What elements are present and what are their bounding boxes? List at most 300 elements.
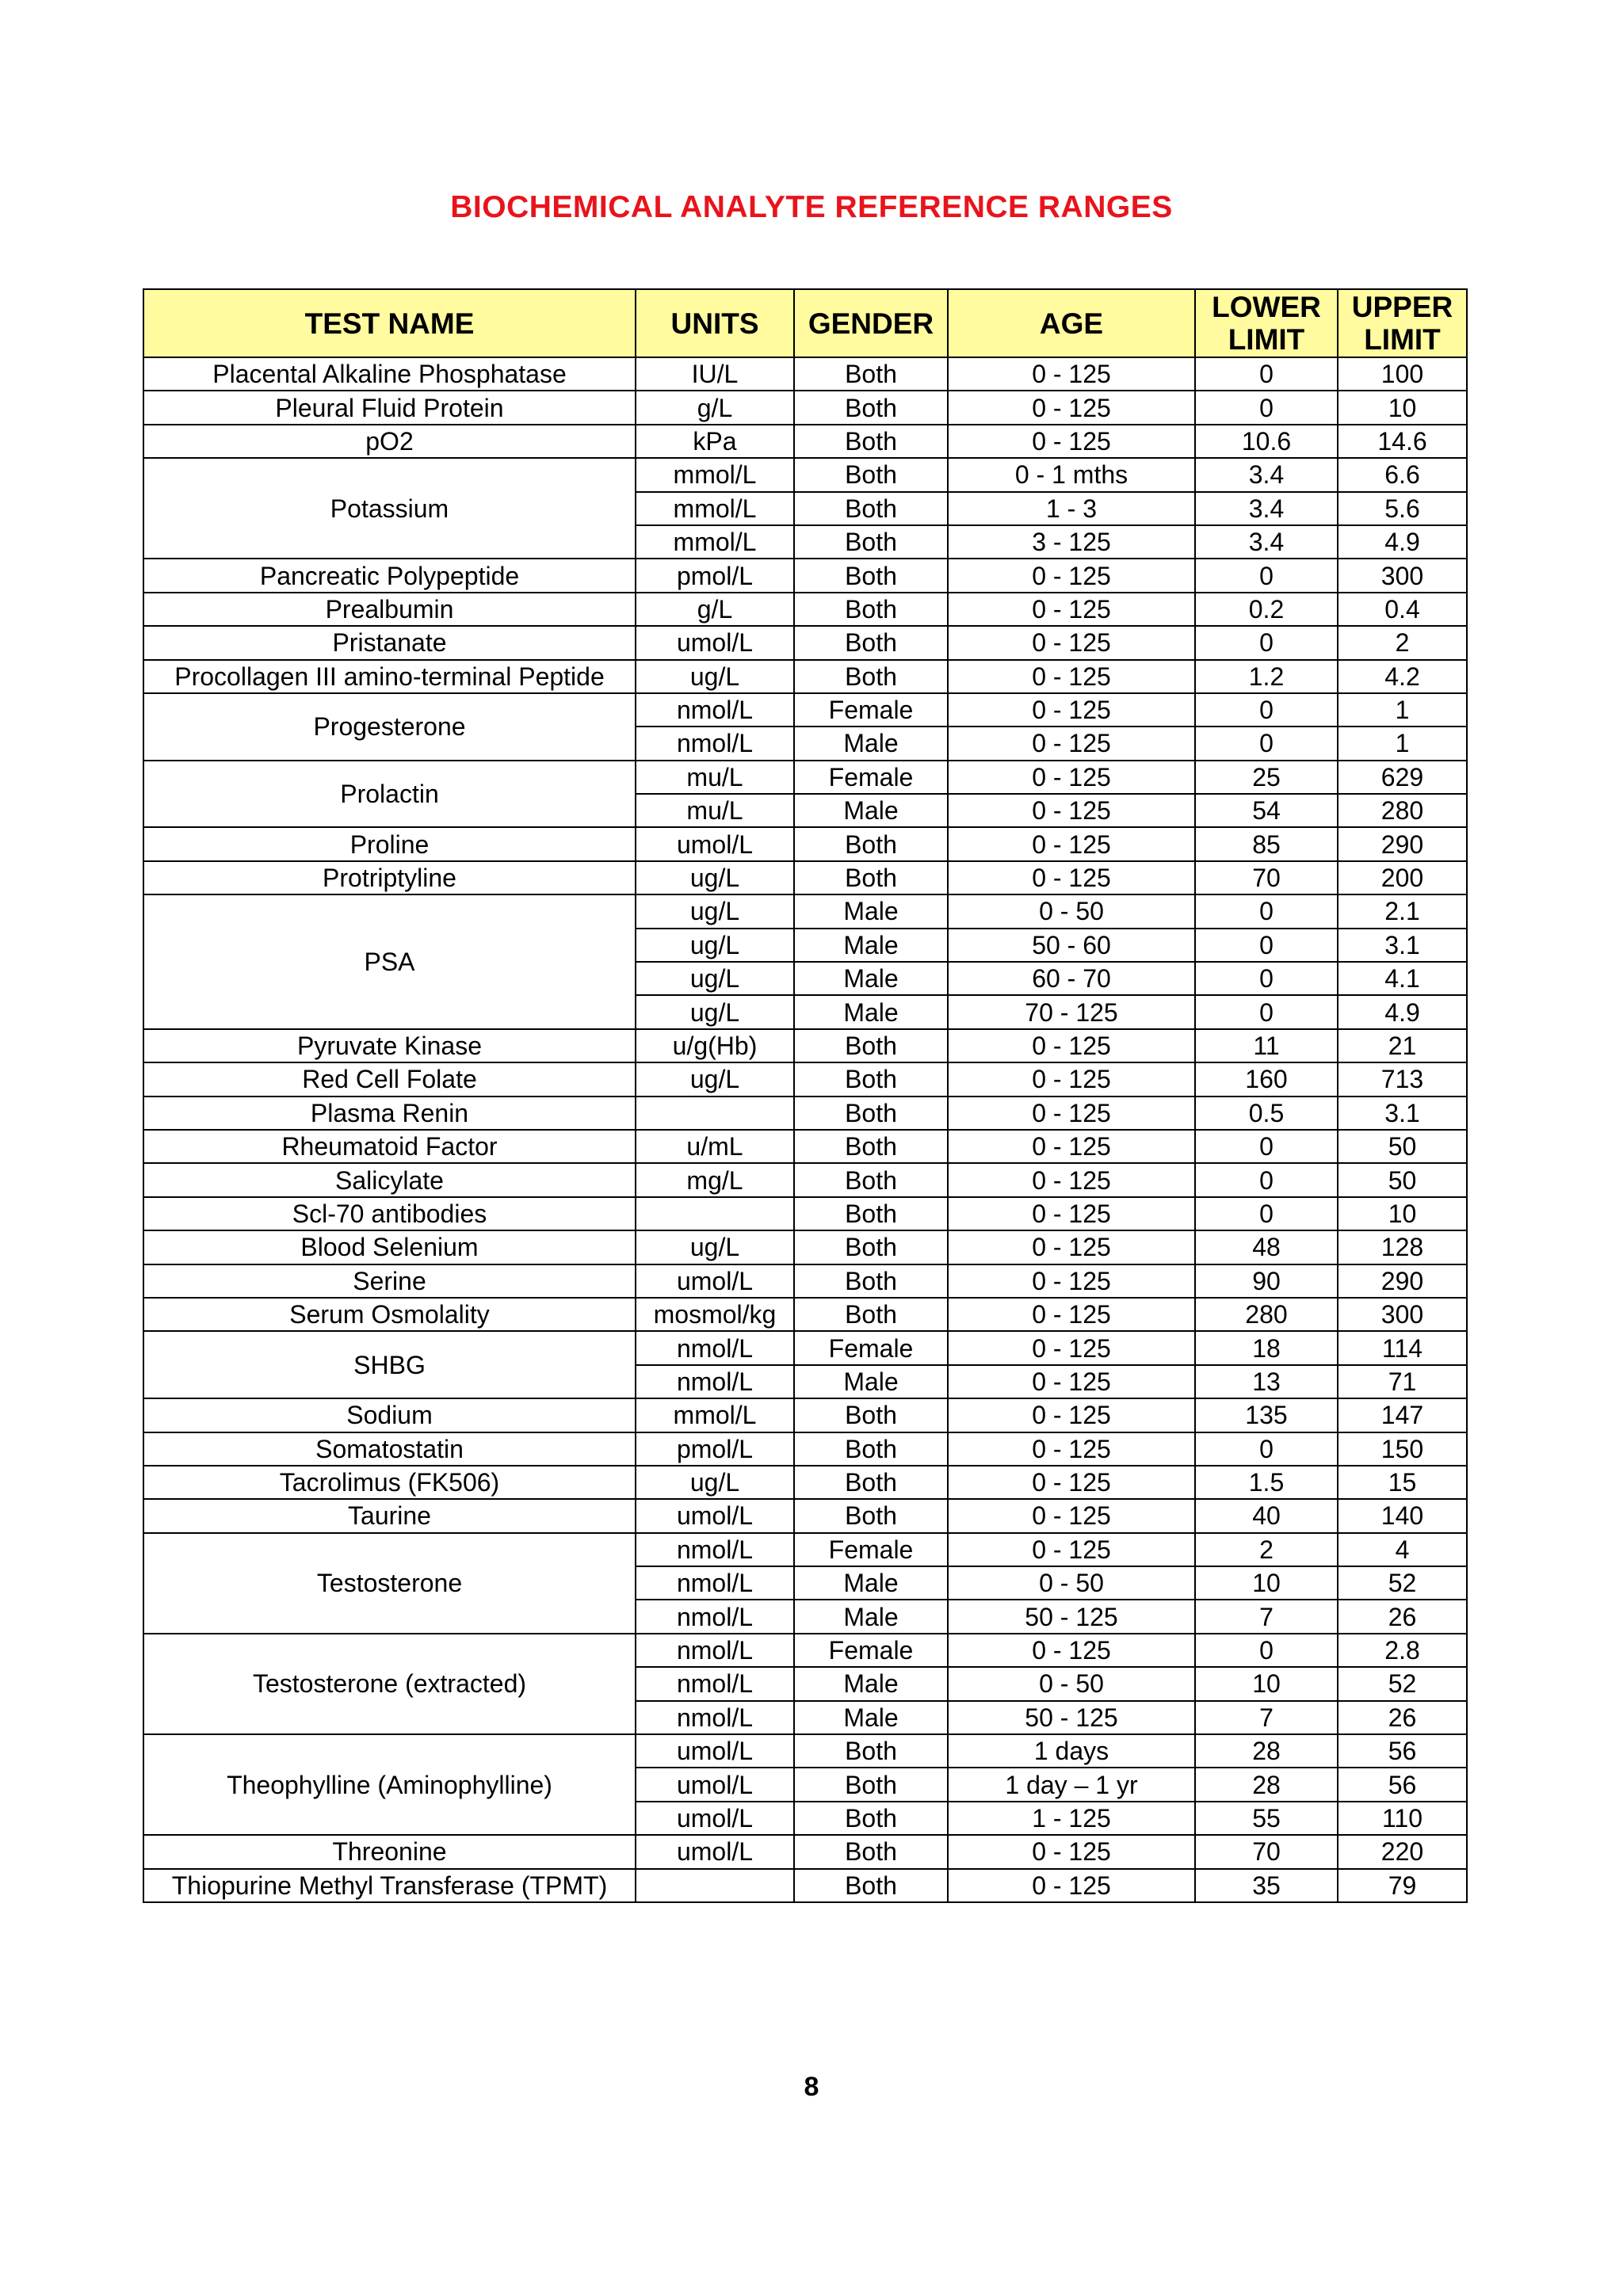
table-row <box>143 1130 1467 1163</box>
lower-limit-cell: 280 <box>1195 1298 1338 1331</box>
upper-limit-cell: 71 <box>1338 1365 1467 1398</box>
header-units: UNITS <box>636 289 794 357</box>
units-cell: kPa <box>636 425 794 458</box>
upper-limit-cell: 10 <box>1338 391 1467 424</box>
gender-cell: Female <box>794 1331 948 1364</box>
age-cell: 0 - 1 mths <box>948 458 1195 491</box>
test-name-cell: Prealbumin <box>143 593 636 626</box>
table-row <box>143 1634 1467 1667</box>
table-row <box>143 357 1467 391</box>
lower-limit-cell: 0 <box>1195 1432 1338 1466</box>
age-cell: 0 - 125 <box>948 1197 1195 1230</box>
test-name-cell: Placental Alkaline Phosphatase <box>143 357 636 391</box>
units-cell: nmol/L <box>636 1331 794 1364</box>
test-name-cell: Rheumatoid Factor <box>143 1130 636 1163</box>
gender-cell: Female <box>794 1634 948 1667</box>
table-row <box>143 1869 1467 1902</box>
gender-cell: Female <box>794 1533 948 1566</box>
test-name-cell: Pyruvate Kinase <box>143 1029 636 1062</box>
upper-limit-cell: 4.1 <box>1338 962 1467 995</box>
table-row <box>143 593 1467 626</box>
units-cell: mmol/L <box>636 492 794 525</box>
gender-cell: Both <box>794 1062 948 1096</box>
age-cell: 1 - 125 <box>948 1802 1195 1835</box>
test-name-cell: Scl-70 antibodies <box>143 1197 636 1230</box>
gender-cell: Male <box>794 794 948 827</box>
lower-limit-cell: 0 <box>1195 894 1338 928</box>
upper-limit-cell: 5.6 <box>1338 492 1467 525</box>
lower-limit-cell: 40 <box>1195 1499 1338 1532</box>
units-cell <box>636 1197 794 1230</box>
upper-limit-cell: 4.2 <box>1338 660 1467 693</box>
units-cell: umol/L <box>636 827 794 860</box>
upper-limit-cell: 50 <box>1338 1130 1467 1163</box>
upper-limit-cell: 220 <box>1338 1835 1467 1868</box>
upper-limit-cell: 56 <box>1338 1768 1467 1801</box>
gender-cell: Both <box>794 1197 948 1230</box>
gender-cell: Male <box>794 1600 948 1633</box>
header-lower-limit: LOWER LIMIT <box>1195 289 1338 357</box>
lower-limit-cell: 0 <box>1195 995 1338 1028</box>
upper-limit-cell: 10 <box>1338 1197 1467 1230</box>
upper-limit-cell: 15 <box>1338 1466 1467 1499</box>
age-cell: 0 - 125 <box>948 1398 1195 1432</box>
age-cell: 0 - 50 <box>948 894 1195 928</box>
gender-cell: Both <box>794 1499 948 1532</box>
upper-limit-cell: 110 <box>1338 1802 1467 1835</box>
page-number: 8 <box>804 2072 819 2102</box>
upper-limit-cell: 300 <box>1338 1298 1467 1331</box>
table-row <box>143 1298 1467 1331</box>
units-cell <box>636 1869 794 1902</box>
test-name-cell: Serine <box>143 1264 636 1298</box>
gender-cell: Both <box>794 1466 948 1499</box>
units-cell: ug/L <box>636 1062 794 1096</box>
age-cell: 0 - 50 <box>948 1566 1195 1600</box>
test-name-cell: Testosterone <box>143 1533 636 1634</box>
age-cell: 0 - 125 <box>948 1298 1195 1331</box>
upper-limit-cell: 1 <box>1338 693 1467 727</box>
lower-limit-cell: 0 <box>1195 1163 1338 1196</box>
age-cell: 50 - 125 <box>948 1701 1195 1734</box>
age-cell: 0 - 125 <box>948 1331 1195 1364</box>
age-cell: 50 - 125 <box>948 1600 1195 1633</box>
gender-cell: Both <box>794 559 948 592</box>
gender-cell: Male <box>794 1701 948 1734</box>
age-cell: 0 - 125 <box>948 357 1195 391</box>
upper-limit-cell: 200 <box>1338 861 1467 894</box>
lower-limit-cell: 70 <box>1195 1835 1338 1868</box>
units-cell: mmol/L <box>636 525 794 559</box>
age-cell: 0 - 125 <box>948 1062 1195 1096</box>
gender-cell: Both <box>794 1230 948 1264</box>
lower-limit-cell: 18 <box>1195 1331 1338 1364</box>
units-cell: pmol/L <box>636 1432 794 1466</box>
units-cell: umol/L <box>636 626 794 659</box>
gender-cell: Male <box>794 1566 948 1600</box>
test-name-cell: pO2 <box>143 425 636 458</box>
table-row <box>143 1499 1467 1532</box>
units-cell: ug/L <box>636 962 794 995</box>
header-upper-limit: UPPER LIMIT <box>1338 289 1467 357</box>
age-cell: 1 day – 1 yr <box>948 1768 1195 1801</box>
lower-limit-cell: 0 <box>1195 1197 1338 1230</box>
units-cell: u/mL <box>636 1130 794 1163</box>
units-cell: mu/L <box>636 794 794 827</box>
gender-cell: Male <box>794 894 948 928</box>
lower-limit-cell: 0.5 <box>1195 1097 1338 1130</box>
lower-limit-cell: 7 <box>1195 1600 1338 1633</box>
upper-limit-cell: 128 <box>1338 1230 1467 1264</box>
table-row <box>143 559 1467 592</box>
test-name-cell: Prolactin <box>143 761 636 828</box>
age-cell: 0 - 125 <box>948 1869 1195 1902</box>
table-row <box>143 1264 1467 1298</box>
age-cell: 0 - 125 <box>948 626 1195 659</box>
age-cell: 1 - 3 <box>948 492 1195 525</box>
table-body <box>143 357 1467 1902</box>
lower-limit-cell: 10 <box>1195 1566 1338 1600</box>
units-cell: nmol/L <box>636 727 794 760</box>
table-row <box>143 1432 1467 1466</box>
test-name-cell: Theophylline (Aminophylline) <box>143 1734 636 1835</box>
test-name-cell: Pancreatic Polypeptide <box>143 559 636 592</box>
lower-limit-cell: 25 <box>1195 761 1338 794</box>
upper-limit-cell: 2.1 <box>1338 894 1467 928</box>
age-cell: 3 - 125 <box>948 525 1195 559</box>
age-cell: 0 - 125 <box>948 1835 1195 1868</box>
units-cell: g/L <box>636 391 794 424</box>
gender-cell: Both <box>794 1398 948 1432</box>
table-row <box>143 761 1467 794</box>
age-cell: 70 - 125 <box>948 995 1195 1028</box>
upper-limit-cell: 3.1 <box>1338 929 1467 962</box>
lower-limit-cell: 3.4 <box>1195 492 1338 525</box>
gender-cell: Both <box>794 391 948 424</box>
test-name-cell: Blood Selenium <box>143 1230 636 1264</box>
gender-cell: Both <box>794 1029 948 1062</box>
age-cell: 0 - 125 <box>948 1432 1195 1466</box>
table-row <box>143 1734 1467 1768</box>
lower-limit-cell: 0 <box>1195 559 1338 592</box>
upper-limit-cell: 713 <box>1338 1062 1467 1096</box>
gender-cell: Both <box>794 425 948 458</box>
units-cell: mg/L <box>636 1163 794 1196</box>
upper-limit-cell: 290 <box>1338 1264 1467 1298</box>
gender-cell: Male <box>794 727 948 760</box>
units-cell: ug/L <box>636 1466 794 1499</box>
table-row <box>143 1197 1467 1230</box>
units-cell: umol/L <box>636 1835 794 1868</box>
gender-cell: Both <box>794 1097 948 1130</box>
lower-limit-cell: 0 <box>1195 929 1338 962</box>
gender-cell: Both <box>794 357 948 391</box>
units-cell: nmol/L <box>636 1634 794 1667</box>
lower-limit-cell: 48 <box>1195 1230 1338 1264</box>
age-cell: 0 - 125 <box>948 794 1195 827</box>
gender-cell: Both <box>794 1835 948 1868</box>
age-cell: 0 - 125 <box>948 1163 1195 1196</box>
header-age: AGE <box>948 289 1195 357</box>
gender-cell: Both <box>794 1734 948 1768</box>
page-title: BIOCHEMICAL ANALYTE REFERENCE RANGES <box>450 190 1173 224</box>
test-name-cell: Threonine <box>143 1835 636 1868</box>
lower-limit-cell: 2 <box>1195 1533 1338 1566</box>
test-name-cell: Serum Osmolality <box>143 1298 636 1331</box>
test-name-cell: Thiopurine Methyl Transferase (TPMT) <box>143 1869 636 1902</box>
lower-limit-cell: 0 <box>1195 962 1338 995</box>
gender-cell: Both <box>794 827 948 860</box>
lower-limit-cell: 90 <box>1195 1264 1338 1298</box>
age-cell: 0 - 125 <box>948 1466 1195 1499</box>
gender-cell: Both <box>794 1869 948 1902</box>
upper-limit-cell: 56 <box>1338 1734 1467 1768</box>
age-cell: 0 - 125 <box>948 1499 1195 1532</box>
lower-limit-cell: 3.4 <box>1195 458 1338 491</box>
units-cell: nmol/L <box>636 1533 794 1566</box>
table-row <box>143 626 1467 659</box>
age-cell: 0 - 125 <box>948 761 1195 794</box>
lower-limit-cell: 0 <box>1195 1130 1338 1163</box>
gender-cell: Female <box>794 761 948 794</box>
units-cell: ug/L <box>636 1230 794 1264</box>
lower-limit-cell: 28 <box>1195 1768 1338 1801</box>
upper-limit-cell: 140 <box>1338 1499 1467 1532</box>
gender-cell: Both <box>794 1130 948 1163</box>
age-cell: 0 - 125 <box>948 1029 1195 1062</box>
age-cell: 0 - 125 <box>948 727 1195 760</box>
gender-cell: Both <box>794 458 948 491</box>
lower-limit-cell: 54 <box>1195 794 1338 827</box>
upper-limit-cell: 0.4 <box>1338 593 1467 626</box>
units-cell: umol/L <box>636 1734 794 1768</box>
gender-cell: Male <box>794 1365 948 1398</box>
test-name-cell: Protriptyline <box>143 861 636 894</box>
table-row <box>143 391 1467 424</box>
gender-cell: Both <box>794 492 948 525</box>
units-cell: nmol/L <box>636 1365 794 1398</box>
upper-limit-cell: 2 <box>1338 626 1467 659</box>
test-name-cell: Testosterone (extracted) <box>143 1634 636 1734</box>
lower-limit-cell: 35 <box>1195 1869 1338 1902</box>
units-cell: nmol/L <box>636 1566 794 1600</box>
age-cell: 0 - 125 <box>948 693 1195 727</box>
gender-cell: Both <box>794 1163 948 1196</box>
lower-limit-cell: 0 <box>1195 357 1338 391</box>
table-row <box>143 1331 1467 1364</box>
table-row <box>143 425 1467 458</box>
lower-limit-cell: 0 <box>1195 391 1338 424</box>
table-header-row <box>143 289 1467 357</box>
units-cell: mmol/L <box>636 1398 794 1432</box>
gender-cell: Both <box>794 1298 948 1331</box>
gender-cell: Both <box>794 861 948 894</box>
test-name-cell: Somatostatin <box>143 1432 636 1466</box>
age-cell: 0 - 125 <box>948 1533 1195 1566</box>
units-cell: IU/L <box>636 357 794 391</box>
units-cell: umol/L <box>636 1768 794 1801</box>
units-cell: ug/L <box>636 894 794 928</box>
upper-limit-cell: 3.1 <box>1338 1097 1467 1130</box>
gender-cell: Male <box>794 962 948 995</box>
table-row <box>143 861 1467 894</box>
upper-limit-cell: 79 <box>1338 1869 1467 1902</box>
age-cell: 0 - 125 <box>948 391 1195 424</box>
gender-cell: Both <box>794 1432 948 1466</box>
units-cell: ug/L <box>636 861 794 894</box>
age-cell: 0 - 125 <box>948 593 1195 626</box>
age-cell: 0 - 50 <box>948 1667 1195 1700</box>
gender-cell: Both <box>794 525 948 559</box>
lower-limit-cell: 135 <box>1195 1398 1338 1432</box>
test-name-cell: Pristanate <box>143 626 636 659</box>
age-cell: 0 - 125 <box>948 861 1195 894</box>
table-row <box>143 1097 1467 1130</box>
units-cell: ug/L <box>636 929 794 962</box>
table-row <box>143 1062 1467 1096</box>
units-cell: g/L <box>636 593 794 626</box>
lower-limit-cell: 3.4 <box>1195 525 1338 559</box>
test-name-cell: SHBG <box>143 1331 636 1398</box>
age-cell: 1 days <box>948 1734 1195 1768</box>
gender-cell: Both <box>794 1768 948 1801</box>
upper-limit-cell: 100 <box>1338 357 1467 391</box>
units-cell: nmol/L <box>636 693 794 727</box>
units-cell: pmol/L <box>636 559 794 592</box>
lower-limit-cell: 10.6 <box>1195 425 1338 458</box>
table-row <box>143 1230 1467 1264</box>
age-cell: 0 - 125 <box>948 1365 1195 1398</box>
upper-limit-cell: 52 <box>1338 1667 1467 1700</box>
lower-limit-cell: 160 <box>1195 1062 1338 1096</box>
age-cell: 0 - 125 <box>948 559 1195 592</box>
gender-cell: Both <box>794 660 948 693</box>
lower-limit-cell: 70 <box>1195 861 1338 894</box>
table-row <box>143 1533 1467 1566</box>
age-cell: 0 - 125 <box>948 1264 1195 1298</box>
upper-limit-cell: 629 <box>1338 761 1467 794</box>
upper-limit-cell: 1 <box>1338 727 1467 760</box>
upper-limit-cell: 50 <box>1338 1163 1467 1196</box>
age-cell: 0 - 125 <box>948 1130 1195 1163</box>
table-row <box>143 1835 1467 1868</box>
lower-limit-cell: 28 <box>1195 1734 1338 1768</box>
upper-limit-cell: 4.9 <box>1338 525 1467 559</box>
lower-limit-cell: 0 <box>1195 727 1338 760</box>
test-name-cell: Potassium <box>143 458 636 559</box>
upper-limit-cell: 2.8 <box>1338 1634 1467 1667</box>
gender-cell: Male <box>794 995 948 1028</box>
upper-limit-cell: 114 <box>1338 1331 1467 1364</box>
gender-cell: Both <box>794 626 948 659</box>
test-name-cell: Pleural Fluid Protein <box>143 391 636 424</box>
lower-limit-cell: 1.2 <box>1195 660 1338 693</box>
age-cell: 50 - 60 <box>948 929 1195 962</box>
table-row <box>143 1163 1467 1196</box>
lower-limit-cell: 1.5 <box>1195 1466 1338 1499</box>
gender-cell: Male <box>794 929 948 962</box>
table-row <box>143 827 1467 860</box>
age-cell: 0 - 125 <box>948 1097 1195 1130</box>
units-cell: mmol/L <box>636 458 794 491</box>
units-cell: umol/L <box>636 1802 794 1835</box>
units-cell: umol/L <box>636 1264 794 1298</box>
lower-limit-cell: 11 <box>1195 1029 1338 1062</box>
units-cell: nmol/L <box>636 1667 794 1700</box>
lower-limit-cell: 0.2 <box>1195 593 1338 626</box>
test-name-cell: Red Cell Folate <box>143 1062 636 1096</box>
upper-limit-cell: 14.6 <box>1338 425 1467 458</box>
test-name-cell: Salicylate <box>143 1163 636 1196</box>
upper-limit-cell: 147 <box>1338 1398 1467 1432</box>
upper-limit-cell: 4.9 <box>1338 995 1467 1028</box>
units-cell: nmol/L <box>636 1701 794 1734</box>
lower-limit-cell: 10 <box>1195 1667 1338 1700</box>
upper-limit-cell: 4 <box>1338 1533 1467 1566</box>
upper-limit-cell: 21 <box>1338 1029 1467 1062</box>
lower-limit-cell: 0 <box>1195 693 1338 727</box>
table-row <box>143 1029 1467 1062</box>
units-cell: u/g(Hb) <box>636 1029 794 1062</box>
gender-cell: Both <box>794 593 948 626</box>
table-row <box>143 894 1467 928</box>
units-cell: ug/L <box>636 660 794 693</box>
test-name-cell: Tacrolimus (FK506) <box>143 1466 636 1499</box>
upper-limit-cell: 6.6 <box>1338 458 1467 491</box>
gender-cell: Male <box>794 1667 948 1700</box>
header-test-name: TEST NAME <box>143 289 636 357</box>
age-cell: 0 - 125 <box>948 425 1195 458</box>
gender-cell: Both <box>794 1264 948 1298</box>
units-cell <box>636 1097 794 1130</box>
lower-limit-cell: 85 <box>1195 827 1338 860</box>
upper-limit-cell: 300 <box>1338 559 1467 592</box>
upper-limit-cell: 52 <box>1338 1566 1467 1600</box>
table-row <box>143 660 1467 693</box>
units-cell: ug/L <box>636 995 794 1028</box>
lower-limit-cell: 0 <box>1195 626 1338 659</box>
test-name-cell: PSA <box>143 894 636 1029</box>
gender-cell: Both <box>794 1802 948 1835</box>
age-cell: 0 - 125 <box>948 1230 1195 1264</box>
test-name-cell: Sodium <box>143 1398 636 1432</box>
table-row <box>143 1398 1467 1432</box>
upper-limit-cell: 280 <box>1338 794 1467 827</box>
lower-limit-cell: 0 <box>1195 1634 1338 1667</box>
table-row <box>143 458 1467 491</box>
lower-limit-cell: 55 <box>1195 1802 1338 1835</box>
test-name-cell: Plasma Renin <box>143 1097 636 1130</box>
header-gender: GENDER <box>794 289 948 357</box>
age-cell: 0 - 125 <box>948 660 1195 693</box>
age-cell: 0 - 125 <box>948 827 1195 860</box>
upper-limit-cell: 26 <box>1338 1600 1467 1633</box>
test-name-cell: Procollagen III amino-terminal Peptide <box>143 660 636 693</box>
age-cell: 60 - 70 <box>948 962 1195 995</box>
reference-range-table <box>143 288 1468 1903</box>
lower-limit-cell: 7 <box>1195 1701 1338 1734</box>
test-name-cell: Taurine <box>143 1499 636 1532</box>
upper-limit-cell: 150 <box>1338 1432 1467 1466</box>
units-cell: nmol/L <box>636 1600 794 1633</box>
age-cell: 0 - 125 <box>948 1634 1195 1667</box>
table-row <box>143 693 1467 727</box>
units-cell: mu/L <box>636 761 794 794</box>
table-row <box>143 1466 1467 1499</box>
upper-limit-cell: 290 <box>1338 827 1467 860</box>
test-name-cell: Progesterone <box>143 693 636 761</box>
lower-limit-cell: 13 <box>1195 1365 1338 1398</box>
